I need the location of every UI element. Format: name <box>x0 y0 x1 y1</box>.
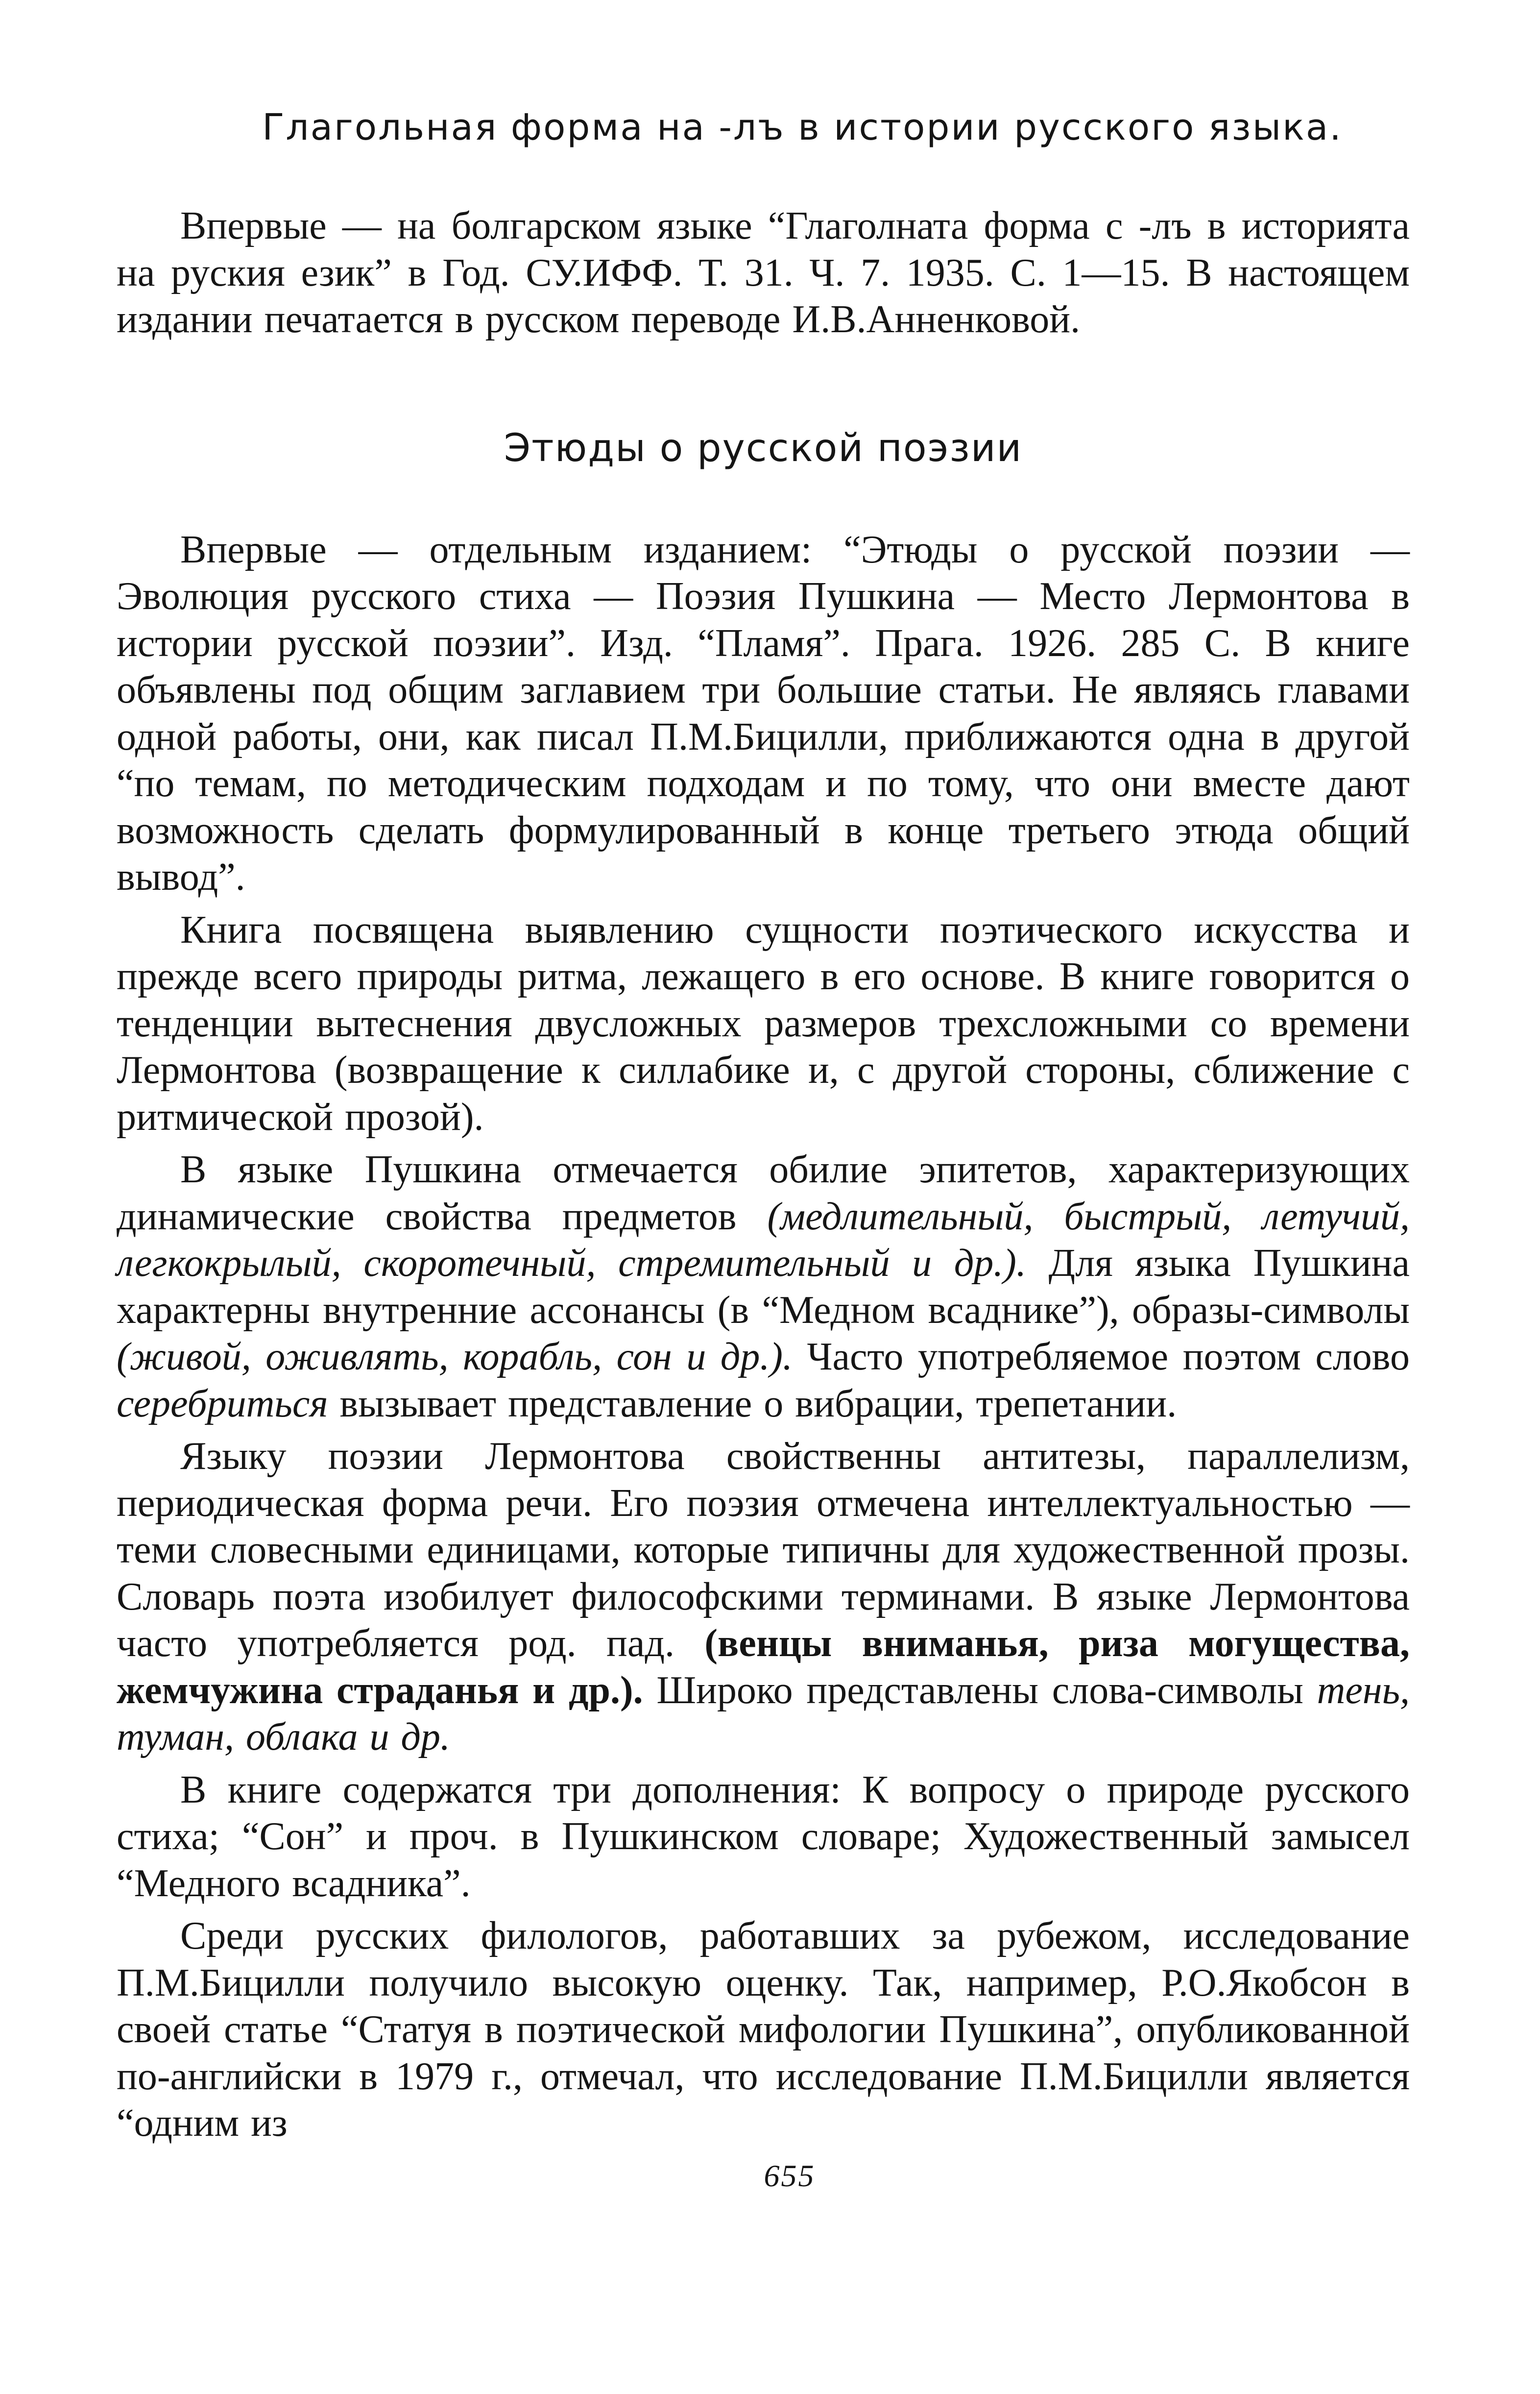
text-span: Часто употребляемое поэтом слово <box>792 1335 1410 1378</box>
italic-examples-epithets: (медлительный, быстрый, летучий, легкокрылый, скоротечный, стремительный и др.). <box>117 1195 1410 1285</box>
section-heading-etudes: Этюды о русской поэзии <box>504 426 1023 470</box>
text-span: В языке Пушкина отмечается обилие эпитетов, характеризующих динамические свойства предметов <box>117 1148 1410 1238</box>
page-content <box>117 103 1410 2147</box>
italic-word: серебриться <box>117 1382 328 1425</box>
paragraph-pushkin-language <box>117 1147 1410 1427</box>
bold-examples-genitive: (венцы вниманья, риза могущества, жемчужина страданья и др.). <box>117 1622 1410 1712</box>
paragraph-reception: Среди русских филологов, работавших за рубежом, исследование П.М.Бицилли получило высокую оценку. Так, например, Р.О.Якобсон в своей статье “Статуя в поэтической мифологии Пушкина”, опубликованной по-английски в 1979 г., отмечал, что исследование П.М.Бицилли является “одним из <box>117 1914 1410 2145</box>
section-heading-verb-form: Глагольная форма на -лъ в истории русского языка. <box>262 106 1343 148</box>
page-number: 655 <box>764 2158 816 2193</box>
paragraph-book-purpose: Книга посвящена выявлению сущности поэтического искусства и прежде всего природы ритма, лежащего в его основе. В книге говорится о тенденции вытеснения двусложных размеров трехсложными со времени Лермонтова (возвращение к силлабике и, с другой стороны, сближение с ритмической прозой). <box>117 908 1410 1139</box>
paragraph-etudes-publication: Впервые — отдельным изданием: “Этюды о русской поэзии — Эволюция русского стиха — Поэзия Пушкина — Место Лермонтова в истории русской поэзии”. Изд. “Пламя”. Прага. 1926. 285 С. В книге объявлены под общим заглавием три большие статьи. Не являясь главами одной работы, они, как писал П.М.Бицилли, приближаются одна в другой “по темам, по методическим подходам и по тому, что они вместе дают возможность сделать формулированный в конце третьего этюда общий вывод”. <box>117 528 1410 899</box>
paragraph-supplements: В книге содержатся три дополнения: К вопросу о природе русского стиха; “Сон” и проч. в Пушкинском словаре; Художественный замысел “Медного всадника”. <box>117 1768 1410 1905</box>
text-span: Для языка Пушкина характерны внутренние ассонансы (в “Медном всаднике”), образы-символы <box>117 1242 1410 1332</box>
italic-examples-symbols: (живой, оживлять, корабль, сон и др.). <box>117 1335 793 1378</box>
paragraph-lermontov-language <box>117 1433 1410 1761</box>
paragraph-first-publication: Впервые — на болгарском языке “Глаголната форма с -лъ в историята на руския език” в Год. СУ.ИФФ. Т. 31. Ч. 7. 1935. С. 1—15. В настоящем издании печатается в русском переводе И.В.Анненковой. <box>117 204 1410 341</box>
text-span: Языку поэзии Лермонтова свойственны антитезы, параллелизм, периодическая форма речи. Его поэзия отмечена интеллектуальностью — теми словесными единицами, которые типичны для художественной прозы. Словарь поэта изобилует философскими терминами. В языке Лермонтова часто употребляется род. пад. <box>117 1435 1410 1665</box>
italic-examples-symbol-words: тень, туман, облака и др. <box>117 1668 1410 1759</box>
text-span: вызывает представление о вибрации, трепетании. <box>328 1382 1177 1425</box>
text-span: Широко представлены слова-символы <box>643 1668 1317 1712</box>
